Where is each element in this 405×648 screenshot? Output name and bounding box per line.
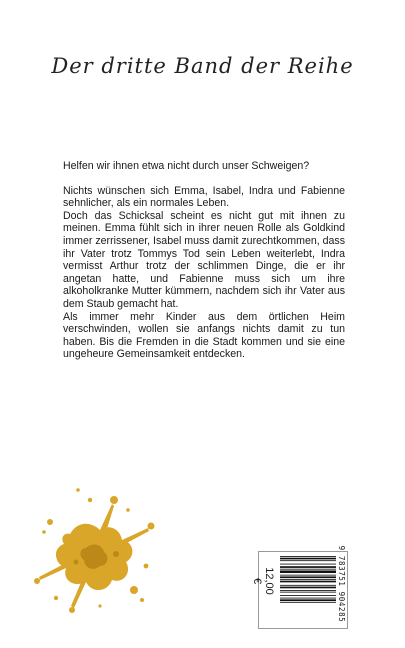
barcode-bar [280,585,336,586]
barcode-bar [280,575,336,576]
barcode-bar [280,579,336,580]
blurb-lead: Helfen wir ihnen etwa nicht durch unser Schweigen? [63,160,310,172]
blurb-paragraph-3: Als immer mehr Kinder aus dem örtlichen Heim verschwinden, wollen sie anfangs nichts damit zu tun haben. Bis die Fremden in die Stadt kommen und sie eine ungeheure Gemeinsamkeit entdecken. [63,310,345,361]
isbn-digits: 9 783751 904285 [337,545,346,623]
barcode-bar [280,595,336,596]
blurb-text [63,160,345,361]
barcode-bar [280,576,336,578]
barcode-bar [280,569,336,570]
barcode-bar [280,587,336,589]
blurb-paragraph-1: Nichts wünschen sich Emma, Isabel, Indra und Fabienne sehnlicher, als ein normales Leben. [63,184,345,210]
blurb-paragraph-2: Doch das Schicksal scheint es nicht gut mit ihnen zu meinen. Emma fühlt sich in ihrer neuen Rolle als Goldkind immer zerrissener, Isabel muss damit zurechtkommen, dass ihr Vater trotz Tommys Tod sein Leben weiterlebt, Indra vermisst Arthur trotz der schlimmen Dinge, die er ihr angetan hatte, und Fabienne muss sich um ihre alkoholkranke Mutter kümmern, nachdem sich ihr Vater aus dem Staub gemacht hat. [63,209,346,310]
cover-headline: Der dritte Band der Reihe [51,54,354,78]
barcode-bar [280,560,336,561]
barcode-bar [280,564,336,565]
barcode-bar [280,566,336,568]
barcode-bar [280,570,336,573]
barcode-bar [280,598,336,599]
barcode-bar [280,590,336,591]
barcode-bar [280,599,336,601]
price-label: 12,00 € [251,567,275,595]
barcode-bar [280,556,336,557]
barcode-bar [280,602,336,603]
barcode-bar [280,558,336,560]
barcode-bar [280,581,336,583]
barcode-bar [280,592,336,593]
gold-splash-decoration [30,482,158,614]
barcode-bars [280,555,336,623]
